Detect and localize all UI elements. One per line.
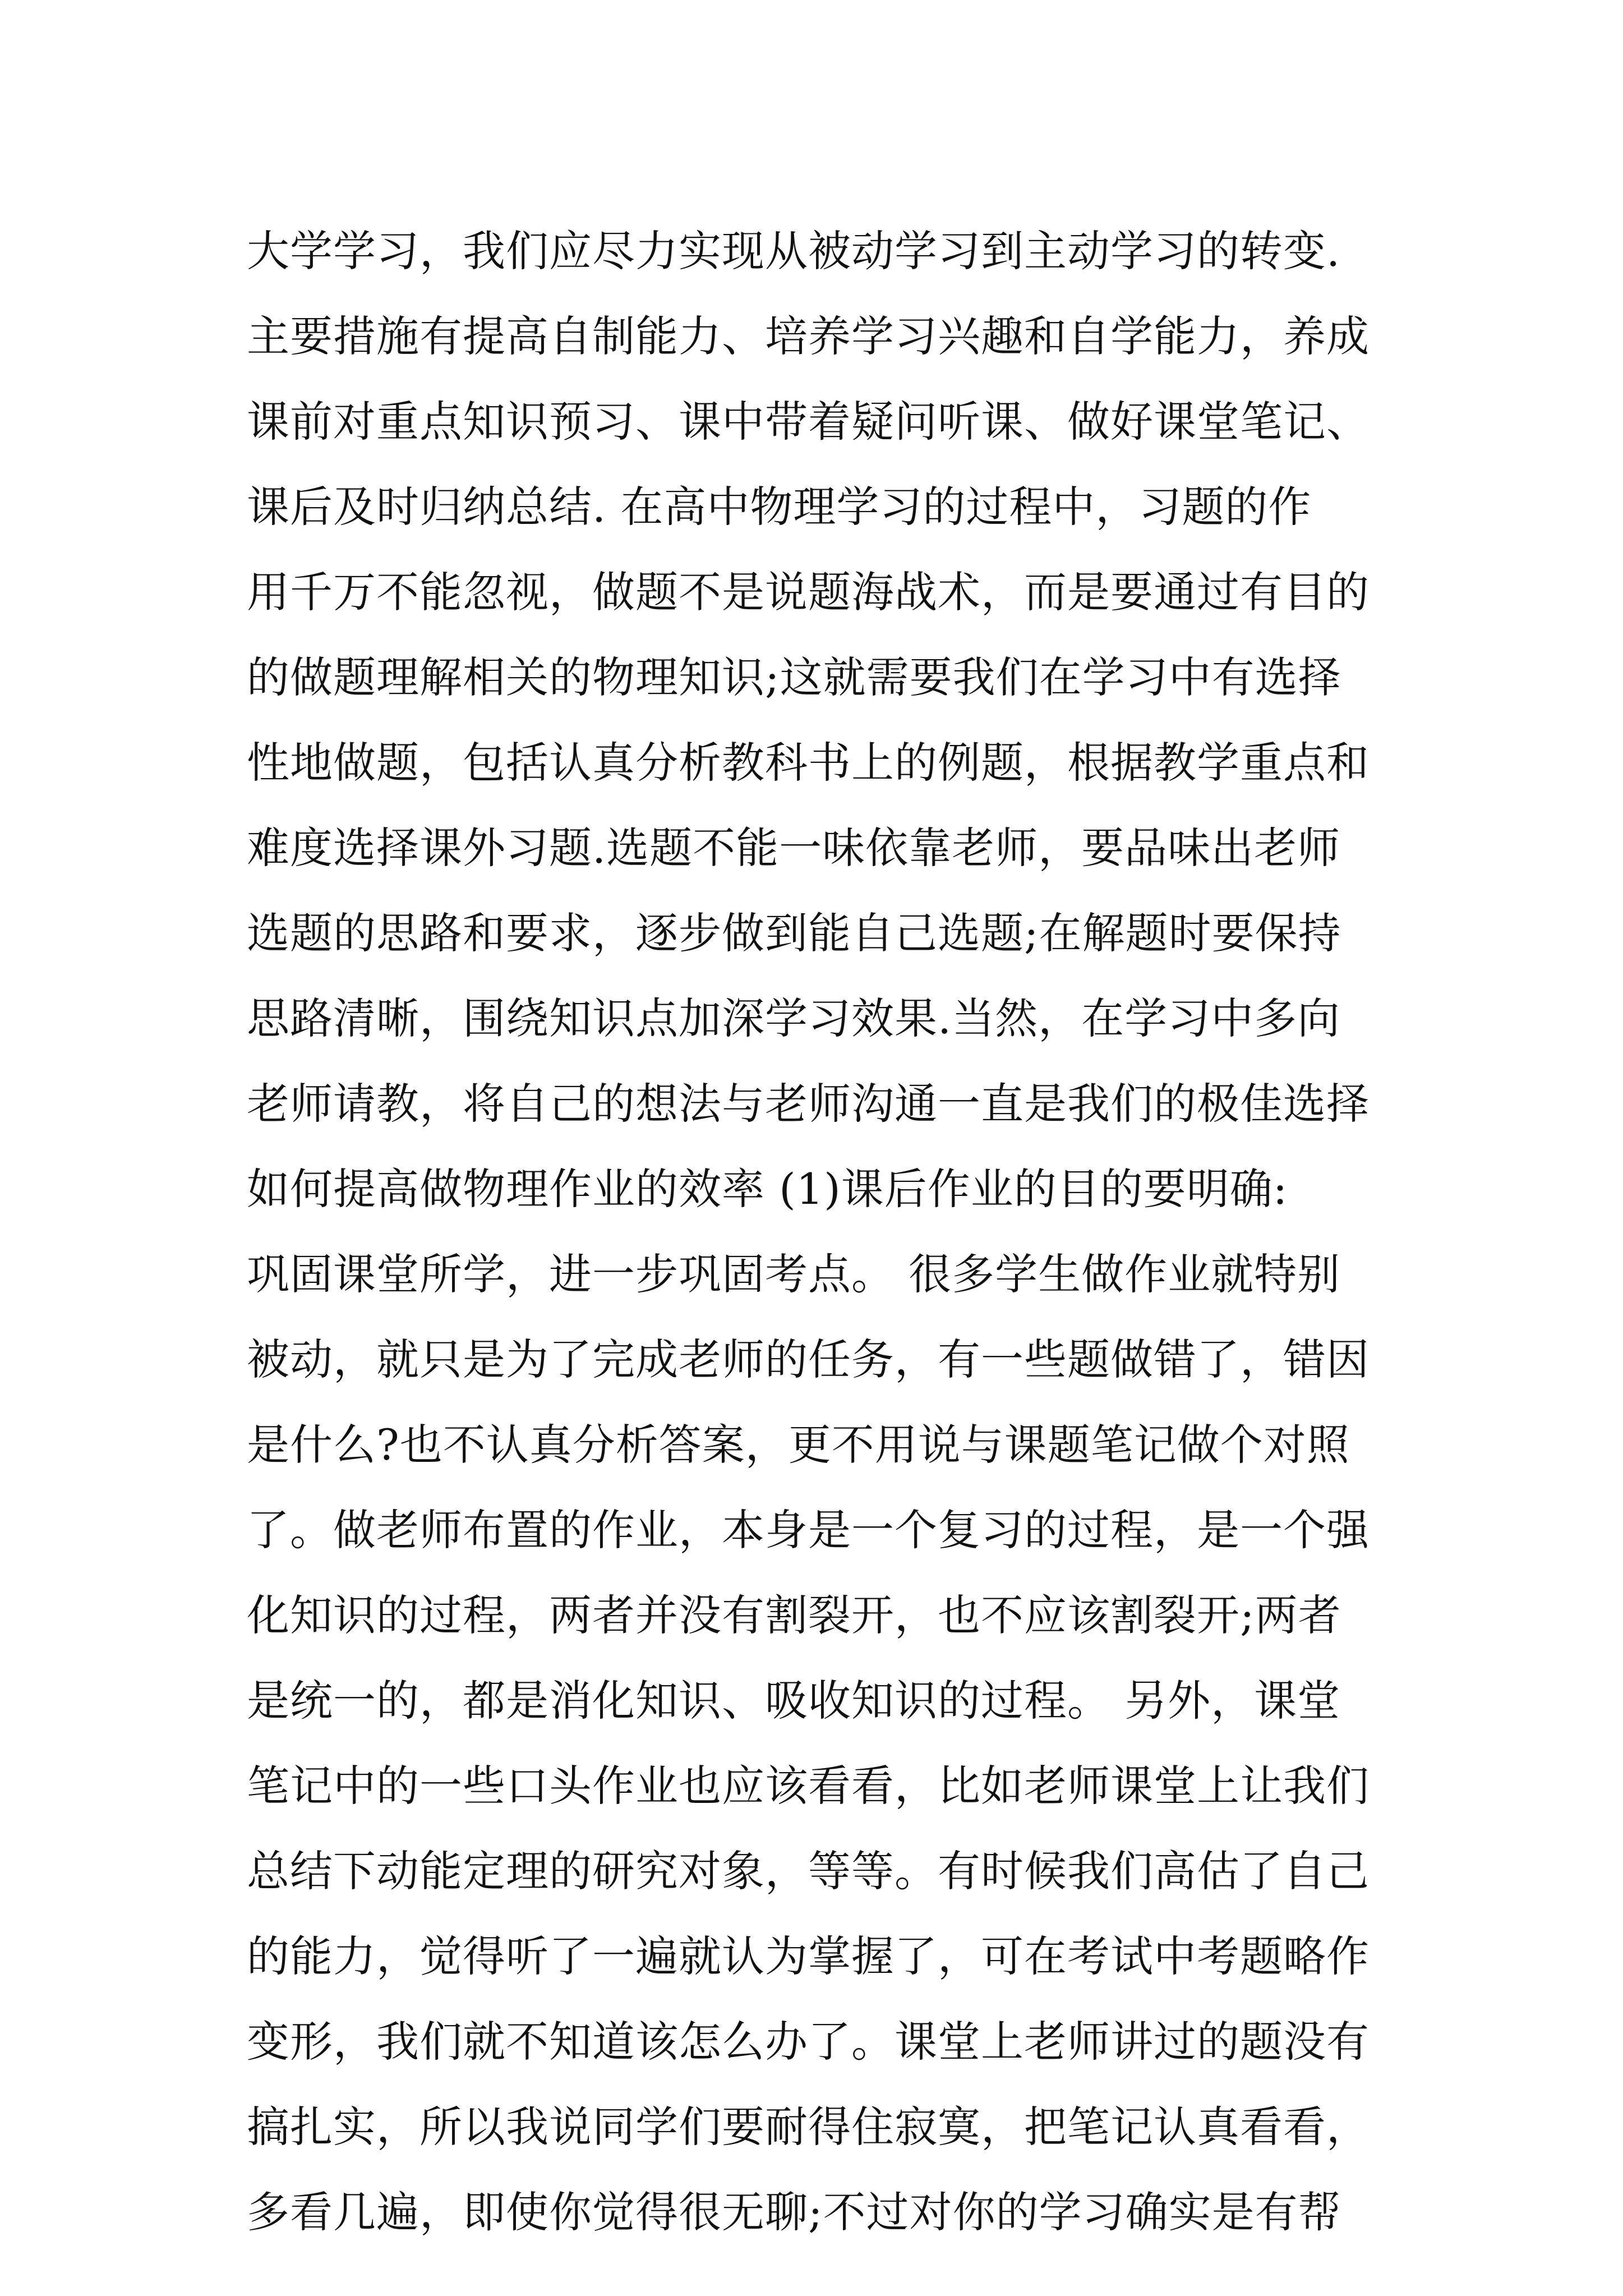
text-line: 总结下动能定理的研究对象，等等。有时候我们高估了自己	[247, 1846, 1370, 1896]
text-line: 是统一的，都是消化知识、吸收知识的过程。 另外，课堂	[247, 1676, 1341, 1726]
text-line: 主要措施有提高自制能力、培养学习兴趣和自学能力，养成	[247, 311, 1370, 361]
text-line: 课前对重点知识预习、课中带着疑问听课、做好课堂笔记、	[247, 397, 1370, 447]
text-line: 了。做老师布置的作业，本身是一个复习的过程，是一个强	[247, 1505, 1370, 1555]
text-line: 多看几遍，即使你觉得很无聊;不过对你的学习确实是有帮	[247, 2187, 1341, 2237]
text-line: 大学学习，我们应尽力实现从被动学习到主动学习的转变.	[247, 226, 1341, 276]
text-line: 的做题理解相关的物理知识;这就需要我们在学习中有选择	[247, 652, 1341, 702]
text-line: 变形，我们就不知道该怎么办了。课堂上老师讲过的题没有	[247, 2017, 1370, 2067]
text-line: 的能力，觉得听了一遍就认为掌握了，可在考试中考题略作	[247, 1931, 1370, 1981]
text-line: 思路清晰，围绕知识点加深学习效果.当然，在学习中多向	[247, 993, 1341, 1043]
text-line: 搞扎实，所以我说同学们要耐得住寂寞，把笔记认真看看，	[247, 2102, 1370, 2152]
text-line: 用千万不能忽视，做题不是说题海战术，而是要通过有目的	[247, 567, 1370, 617]
text-line: 如何提高做物理作业的效率 (1)课后作业的目的要明确:	[247, 1164, 1288, 1214]
text-line: 选题的思路和要求，逐步做到能自己选题;在解题时要保持	[247, 908, 1341, 958]
text-line: 笔记中的一些口头作业也应该看看，比如老师课堂上让我们	[247, 1761, 1370, 1811]
text-line: 巩固课堂所学，进一步巩固考点。 很多学生做作业就特别	[247, 1249, 1341, 1299]
text-line: 被动，就只是为了完成老师的任务，有一些题做错了，错因	[247, 1335, 1370, 1384]
text-line: 课后及时归纳总结. 在高中物理学习的过程中，习题的作	[247, 482, 1312, 532]
text-line: 是什么?也不认真分析答案，更不用说与课题笔记做个对照	[247, 1420, 1350, 1470]
text-line: 老师请教，将自己的想法与老师沟通一直是我们的极佳选择	[247, 1079, 1370, 1129]
text-line: 性地做题，包括认真分析教科书上的例题，根据教学重点和	[247, 738, 1370, 788]
text-line: 化知识的过程，两者并没有割裂开，也不应该割裂开;两者	[247, 1590, 1341, 1640]
body-text	[247, 209, 1424, 2255]
text-line: 难度选择课外习题.选题不能一味依靠老师，要品味出老师	[247, 823, 1341, 873]
